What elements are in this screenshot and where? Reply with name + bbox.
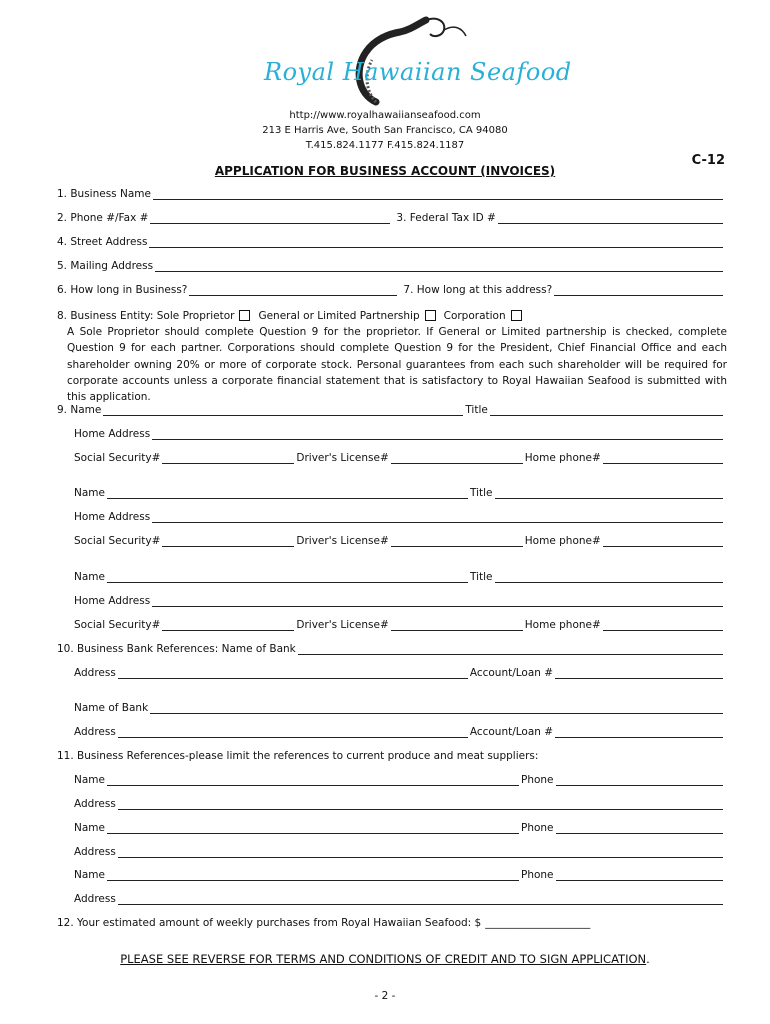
page-number: - 2 - [374, 990, 396, 1002]
person3-ssn-label: Social Security# [74, 619, 161, 631]
person2-title-label: Title [469, 487, 493, 499]
person2-name-label: Name [74, 487, 105, 499]
person1-address-label: Home Address [74, 428, 151, 440]
reverse-terms-text: PLEASE SEE REVERSE FOR TERMS AND CONDITIONS OF CREDIT AND TO SIGN APPLICATION [120, 952, 647, 966]
business-entity-row [57, 308, 725, 322]
bank1-address-field[interactable] [118, 667, 468, 679]
person2-title-field[interactable] [495, 487, 724, 499]
ref2-name-field[interactable] [107, 822, 519, 834]
company-logo [258, 14, 572, 106]
sole-proprietor-checkbox[interactable] [239, 310, 250, 321]
ref2-name-label: Name [74, 822, 105, 834]
weekly-purchases-label: 12. Your estimated amount of weekly purchases from Royal Hawaiian Seafood: $ [57, 917, 482, 929]
mailing-address-field[interactable] [155, 260, 723, 272]
partnership-checkbox[interactable] [425, 310, 436, 321]
person1-name-row [57, 402, 725, 416]
ref3-address-field[interactable] [118, 893, 723, 905]
ref3-name-field[interactable] [107, 869, 519, 881]
business-name-row [57, 186, 725, 200]
reverse-terms-period: . [646, 952, 650, 966]
ref2-address-label: Address [74, 846, 116, 858]
person3-address-row [74, 593, 725, 607]
weekly-purchases-row [57, 915, 725, 929]
ref3-address-row [74, 891, 725, 905]
person3-ssn-field[interactable] [162, 619, 294, 631]
person1-phone-field[interactable] [603, 452, 723, 464]
person3-dl-label: Driver's License# [296, 619, 389, 631]
person3-name-field[interactable] [107, 571, 468, 583]
business-references-label: 11. Business References-please limit the references to current produce and meat suppliers: [57, 750, 539, 762]
form-title: APPLICATION FOR BUSINESS ACCOUNT (INVOICES) [214, 164, 556, 178]
ref1-phone-field[interactable] [556, 774, 723, 786]
person2-ssn-label: Social Security# [74, 535, 161, 547]
bank2-account-field[interactable] [555, 726, 723, 738]
person1-address-row [74, 426, 725, 440]
person1-dl-field[interactable] [391, 452, 523, 464]
street-address-label: 4. Street Address [57, 236, 148, 248]
person2-phone-label: Home phone# [524, 535, 601, 547]
weekly-purchases-field[interactable]: ____________________ [485, 917, 591, 929]
person1-name-label: 9. Name [57, 404, 102, 416]
ref3-name-row [74, 867, 725, 881]
person3-ids-row [74, 617, 725, 631]
ref2-phone-label: Phone [520, 822, 554, 834]
ref2-phone-field[interactable] [556, 822, 723, 834]
bank2-name-row [74, 700, 725, 714]
federal-tax-field[interactable] [498, 212, 723, 224]
ref2-address-field[interactable] [118, 846, 723, 858]
corporation-label: Corporation [443, 310, 506, 322]
how-long-business-label: 6. How long in Business? [57, 284, 188, 296]
person1-name-field[interactable] [103, 404, 463, 416]
person2-dl-field[interactable] [391, 535, 523, 547]
person2-ids-row [74, 533, 725, 547]
phone-fax-field[interactable] [150, 212, 390, 224]
person2-address-label: Home Address [74, 511, 151, 523]
street-address-field[interactable] [149, 236, 723, 248]
person1-ids-row [74, 450, 725, 464]
bank2-name-field[interactable] [150, 702, 723, 714]
mailing-address-row [57, 258, 725, 272]
street-address-row [57, 234, 725, 248]
ref3-phone-label: Phone [520, 869, 554, 881]
bank1-name-row [57, 641, 725, 655]
person3-name-label: Name [74, 571, 105, 583]
entity-instructions: A Sole Proprietor should complete Question 9 for the proprietor. If General or Limited partnership is checked, complete Question 9 for each partner. Corporations should complete Question 9 for the President, Chief Financial Office and each shareholder owning 20% or more of corporate stock. Personal guarantees from each such shareholder will be required for corporate accounts unless a corporate financial statement that is satisfactory to Royal Hawaiian Seafood is submitted with this application. [67, 326, 727, 404]
partnership-label: General or Limited Partnership [258, 310, 420, 322]
person1-title-label: Title [465, 404, 488, 416]
company-phones: T.415.824.1177 F.415.824.1187 [305, 140, 465, 151]
person2-phone-field[interactable] [603, 535, 723, 547]
person1-title-field[interactable] [490, 404, 723, 416]
ref3-address-label: Address [74, 893, 116, 905]
bank1-account-field[interactable] [555, 667, 723, 679]
company-address: 213 E Harris Ave, South San Francisco, CA 94080 [262, 125, 508, 136]
person3-phone-label: Home phone# [524, 619, 601, 631]
bank1-address-label: Address [74, 667, 116, 679]
ref1-name-label: Name [74, 774, 105, 786]
bank2-account-label: Account/Loan # [469, 726, 554, 738]
bank2-address-label: Address [74, 726, 116, 738]
phone-fax-label: 2. Phone #/Fax # [57, 212, 149, 224]
person3-title-label: Title [469, 571, 493, 583]
person3-dl-field[interactable] [391, 619, 523, 631]
ref2-address-row [74, 844, 725, 858]
how-long-address-field[interactable] [554, 284, 723, 296]
bank2-address-field[interactable] [118, 726, 468, 738]
bank2-address-row [74, 724, 725, 738]
ref1-address-field[interactable] [118, 798, 723, 810]
how-long-business-field[interactable] [189, 284, 397, 296]
business-name-field[interactable] [153, 188, 723, 200]
person3-name-row [74, 569, 725, 583]
corporation-checkbox[interactable] [511, 310, 522, 321]
person1-ssn-field[interactable] [162, 452, 294, 464]
form-code: C-12 [691, 153, 725, 168]
person2-address-field[interactable] [152, 511, 723, 523]
ref2-name-row [74, 820, 725, 834]
person1-dl-label: Driver's License# [296, 452, 389, 464]
bank1-account-label: Account/Loan # [469, 667, 554, 679]
person3-phone-field[interactable] [603, 619, 723, 631]
ref1-name-field[interactable] [107, 774, 519, 786]
person3-title-field[interactable] [495, 571, 724, 583]
bank1-name-field[interactable] [298, 643, 723, 655]
reverse-terms-note [0, 952, 770, 966]
business-references-row [57, 748, 725, 762]
business-name-label: 1. Business Name [57, 188, 151, 200]
how-long-row [57, 282, 725, 296]
person1-phone-label: Home phone# [524, 452, 601, 464]
person3-address-label: Home Address [74, 595, 151, 607]
bank1-address-row [74, 665, 725, 679]
business-entity-label: 8. Business Entity: Sole Proprietor [57, 310, 235, 322]
brand-name: Royal Hawaiian Seafood [264, 58, 572, 86]
ref3-name-label: Name [74, 869, 105, 881]
federal-tax-label: 3. Federal Tax ID # [396, 212, 496, 224]
person3-address-field[interactable] [152, 595, 723, 607]
mailing-address-label: 5. Mailing Address [57, 260, 154, 272]
person2-address-row [74, 509, 725, 523]
person1-address-field[interactable] [152, 428, 723, 440]
person1-ssn-label: Social Security# [74, 452, 161, 464]
phone-tax-row [57, 210, 725, 224]
how-long-address-label: 7. How long at this address? [403, 284, 553, 296]
person2-name-field[interactable] [107, 487, 468, 499]
ref1-address-label: Address [74, 798, 116, 810]
ref1-phone-label: Phone [520, 774, 554, 786]
ref1-address-row [74, 796, 725, 810]
bank2-name-label: Name of Bank [74, 702, 149, 714]
person2-dl-label: Driver's License# [296, 535, 389, 547]
person2-name-row [74, 485, 725, 499]
ref3-phone-field[interactable] [556, 869, 723, 881]
ref1-name-row [74, 772, 725, 786]
person2-ssn-field[interactable] [162, 535, 294, 547]
bank-references-label: 10. Business Bank References: Name of Bank [57, 643, 296, 655]
company-url: http://www.royalhawaiianseafood.com [289, 110, 481, 121]
